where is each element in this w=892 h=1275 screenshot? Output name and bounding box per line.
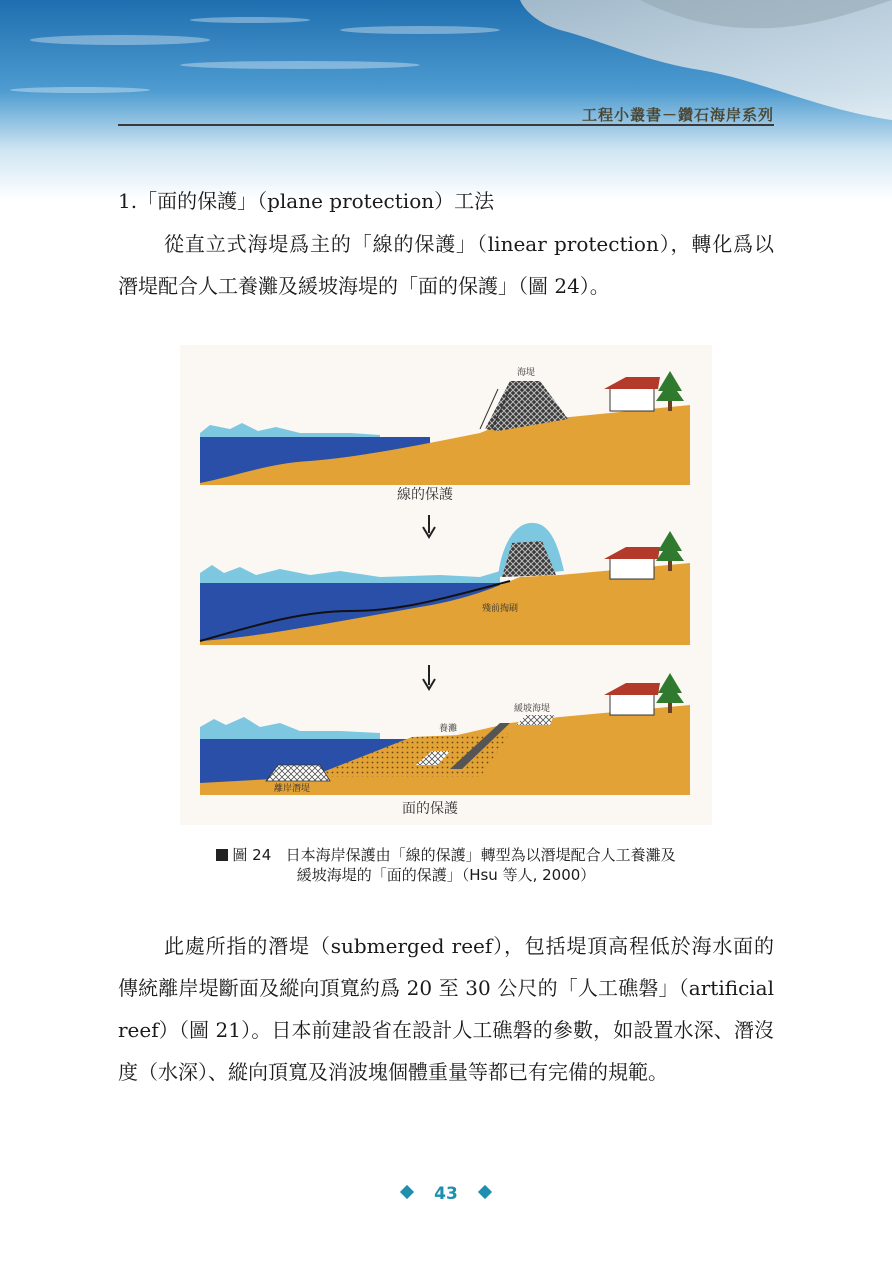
submerged-reef-label: 離岸潛堤 xyxy=(273,784,311,794)
section-heading: 1.「面的保護」（plane protection）工法 xyxy=(118,189,495,213)
caption-number: 圖 24 xyxy=(232,846,272,864)
seawall-label: 海堤 xyxy=(516,368,536,378)
paragraph-1: 從直立式海堤爲主的「線的保護」（linear protection），轉化爲以潛堤配合人工養灘及緩坡海堤的「面的保護」（圖 24）。 xyxy=(118,232,774,298)
header-divider xyxy=(118,124,774,126)
caption-text-1: 日本海岸保護由「線的保護」轉型為以潛堤配合人工養灘及 xyxy=(285,846,676,864)
caption-text-2: 緩坡海堤的「面的保護」（Hsu 等人, 2000） xyxy=(296,866,596,884)
diamond-left-icon xyxy=(400,1185,414,1199)
linear-protection-label: 線的保護 xyxy=(397,487,453,503)
gentle-seawall-label: 緩坡海堤 xyxy=(513,704,551,714)
erosion-label: 殘前掏刷 xyxy=(481,604,519,614)
header-title: 工程小叢書－鑽石海岸系列 xyxy=(581,106,774,124)
caption-square-icon xyxy=(216,849,228,861)
figure-caption xyxy=(160,845,732,885)
plane-protection-label: 面的保護 xyxy=(402,801,458,817)
paragraph-2: 此處所指的潛堤（submerged reef），包括堤頂高程低於海水面的傳統離岸堤斷面及縱向頂寬約爲 20 至 30 公尺的「人工礁磐」（artificial reef）（圖 21）。日本前建設省在設計人工礁磐的參數，如設置水深、潛沒度（水深）、縱向頂寬及消波塊個體重量等都已有完備的規範。 xyxy=(118,934,774,1084)
diamond-right-icon xyxy=(478,1185,492,1199)
header-banner-image xyxy=(0,0,892,200)
caption-line-1 xyxy=(160,845,732,865)
figure-24-diagram xyxy=(180,345,712,825)
beach-nourishment-label: 養灘 xyxy=(438,724,458,734)
page-footer xyxy=(0,1184,892,1204)
page-number: 43 xyxy=(434,1184,458,1204)
